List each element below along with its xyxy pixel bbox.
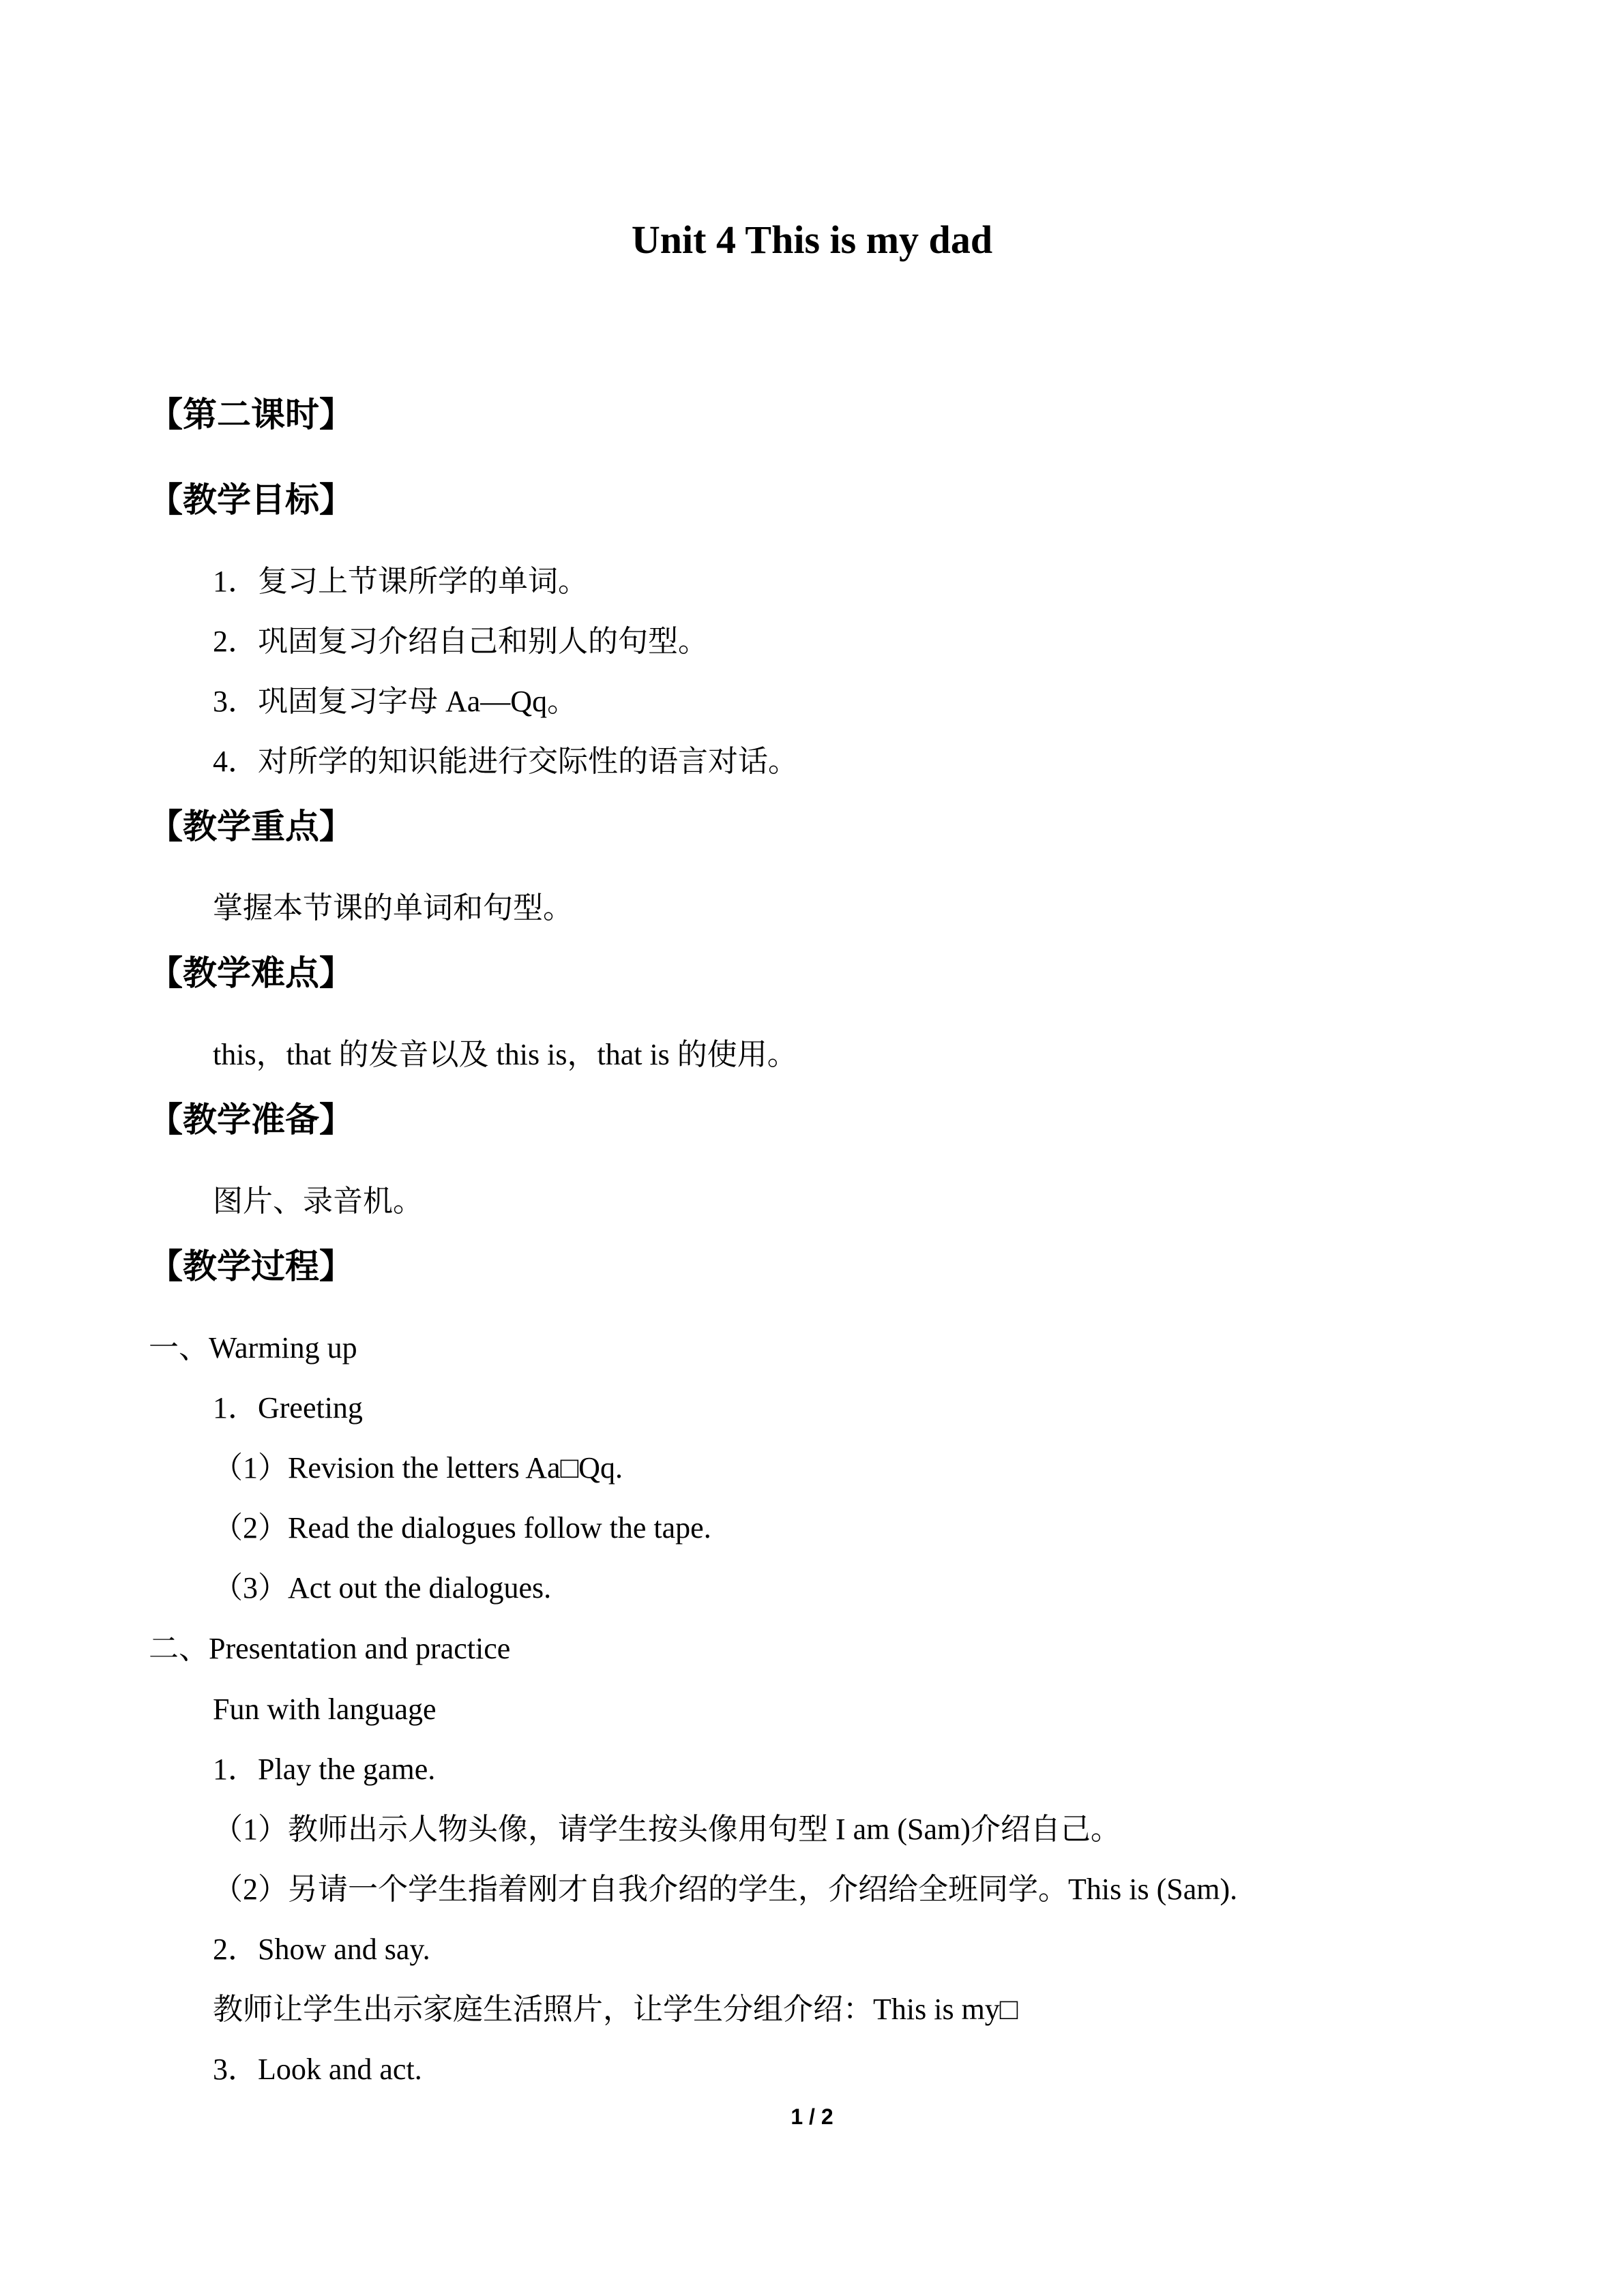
presentation-heading: 二、Presentation and practice (149, 1632, 511, 1665)
difficulties-heading: 【教学难点】 (149, 953, 353, 993)
key-points-heading: 【教学重点】 (149, 807, 353, 846)
objective-item: 4．对所学的知识能进行交际性的语言对话。 (213, 745, 798, 778)
greeting-heading: 1．Greeting (213, 1391, 363, 1425)
document-title: Unit 4 This is my dad (631, 218, 993, 262)
greeting-item: （3）Act out the dialogues. (213, 1571, 552, 1605)
look-and-act-heading: 3．Look and act. (213, 2053, 422, 2086)
play-game-item: （2）另请一个学生指着刚才自我介绍的学生，介绍给全班同学。This is (Sam). (213, 1873, 1238, 1906)
lesson-heading: 【第二课时】 (149, 395, 353, 434)
page-number: 1 / 2 (791, 2104, 833, 2129)
process-heading: 【教学过程】 (149, 1247, 353, 1286)
objective-item: 3．巩固复习字母 Aa—Qq。 (213, 685, 578, 718)
objective-item: 2．巩固复习介绍自己和别人的句型。 (213, 625, 708, 658)
objectives-heading: 【教学目标】 (149, 480, 353, 520)
fun-with-language: Fun with language (213, 1693, 437, 1726)
difficulties-text: this，that 的发音以及 this is，that is 的使用。 (213, 1038, 797, 1071)
show-and-say-heading: 2．Show and say. (213, 1933, 430, 1966)
show-and-say-text: 教师让学生出示家庭生活照片，让学生分组介绍：This is my□ (213, 1993, 1018, 2026)
greeting-item: （2）Read the dialogues follow the tape. (213, 1511, 711, 1545)
objective-item: 1．复习上节课所学的单词。 (213, 565, 588, 598)
warming-up-heading: 一、Warming up (149, 1331, 357, 1365)
preparation-heading: 【教学准备】 (149, 1100, 353, 1139)
play-game-item: （1）教师出示人物头像，请学生按头像用句型 I am (Sam)介绍自己。 (213, 1813, 1121, 1846)
greeting-item: （1）Revision the letters Aa□Qq. (213, 1451, 623, 1485)
key-points-text: 掌握本节课的单词和句型。 (213, 891, 573, 925)
preparation-text: 图片、录音机。 (213, 1184, 423, 1218)
play-game-heading: 1．Play the game. (213, 1753, 436, 1786)
